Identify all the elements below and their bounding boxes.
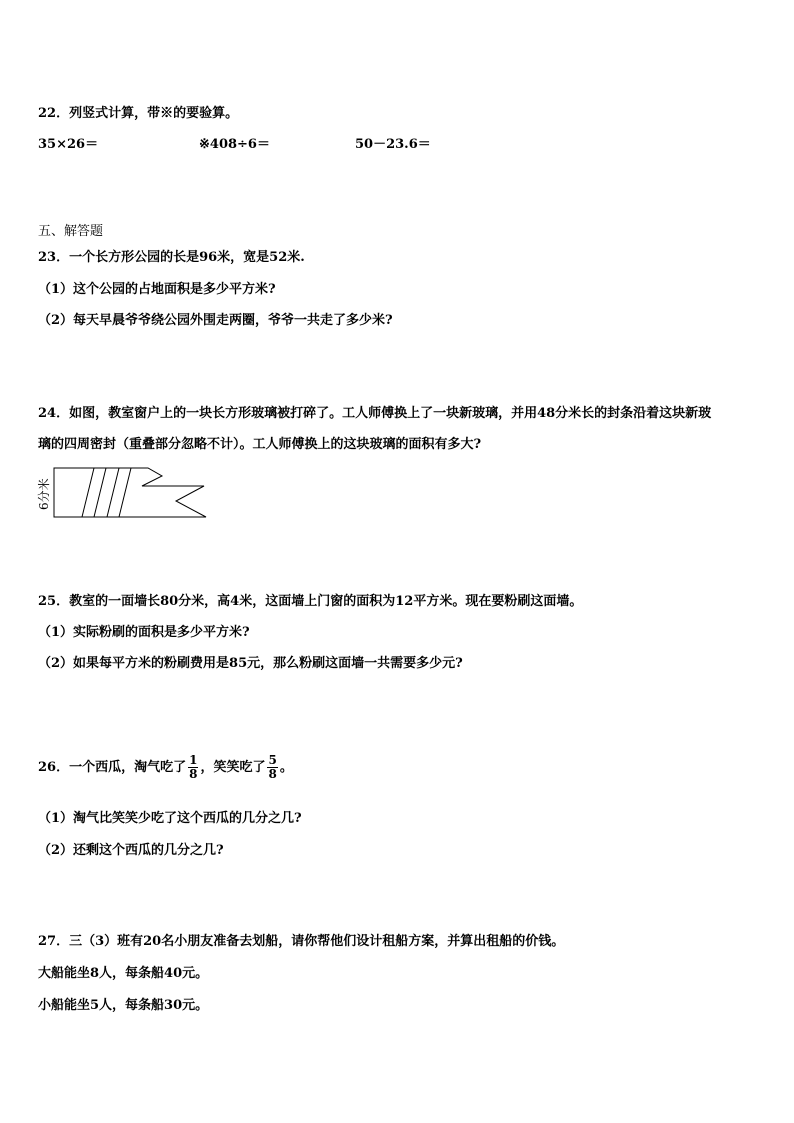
q22-title: 22．列竖式计算，带※的要验算。 bbox=[38, 106, 239, 121]
q26-sub-2: （2）还剩这个西瓜的几分之几? bbox=[38, 843, 224, 858]
broken-glass-figure bbox=[30, 462, 230, 532]
q25-stem: 25．教室的一面墙长80分米，高4米，这面墙上门窗的面积为12平方米。现在要粉刷这面墙。 bbox=[38, 594, 583, 609]
q23-sub-1: （1）这个公园的占地面积是多少平方米? bbox=[38, 282, 276, 297]
q22-calc-2: ※408÷6＝ bbox=[199, 137, 270, 152]
q23-stem: 23．一个长方形公园的长是96米，宽是52米. bbox=[38, 250, 305, 265]
fraction-denominator: 8 bbox=[189, 767, 198, 781]
fraction-one-eighth bbox=[188, 754, 198, 781]
q22-calc-1: 35×26＝ bbox=[38, 137, 99, 152]
section-heading: 五、解答题 bbox=[38, 224, 104, 239]
q26-stem-part-2: ，笑笑吃了 bbox=[200, 760, 266, 775]
q26-stem bbox=[38, 754, 293, 782]
q25-sub-1: （1）实际粉刷的面积是多少平方米? bbox=[38, 625, 250, 640]
glass-outline bbox=[54, 468, 206, 517]
q26-stem-part-3: 。 bbox=[279, 760, 293, 775]
q24-line-1: 24．如图，教室窗户上的一块长方形玻璃被打碎了。工人师傅换上了一块新玻璃，并用48分米长的封条沿着这块新玻 bbox=[38, 406, 712, 421]
crack-line-2 bbox=[94, 468, 106, 517]
crack-line-4 bbox=[119, 468, 131, 517]
q25-sub-2: （2）如果每平方米的粉刷费用是85元，那么粉刷这面墙一共需要多少元? bbox=[38, 656, 463, 671]
q26-sub-1: （1）淘气比笑笑少吃了这个西瓜的几分之几? bbox=[38, 811, 302, 826]
q23-sub-2: （2）每天早晨爷爷绕公园外围走两圈，爷爷一共走了多少米? bbox=[38, 313, 393, 328]
q22-calc-3: 50－23.6＝ bbox=[355, 137, 431, 152]
q27-stem: 27．三（3）班有20名小朋友准备去划船，请你帮他们设计租船方案，并算出租船的价钱。 bbox=[38, 934, 565, 949]
fraction-numerator: 5 bbox=[268, 753, 277, 767]
q27-big-boat: 大船能坐8人，每条船40元。 bbox=[38, 966, 209, 981]
q24-line-2: 璃的四周密封（重叠部分忽略不计）。工人师傅换上的这块玻璃的面积有多大? bbox=[38, 437, 482, 452]
fraction-five-eighths bbox=[267, 754, 277, 781]
q27-small-boat: 小船能坐5人，每条船30元。 bbox=[38, 998, 209, 1013]
q26-stem-part-1: 26．一个西瓜，淘气吃了 bbox=[38, 760, 187, 775]
fraction-numerator: 1 bbox=[189, 753, 198, 767]
crack-line-1 bbox=[82, 468, 94, 517]
crack-line-3 bbox=[107, 468, 119, 517]
dimension-label: 6分米 bbox=[37, 478, 51, 510]
fraction-denominator: 8 bbox=[268, 767, 277, 781]
